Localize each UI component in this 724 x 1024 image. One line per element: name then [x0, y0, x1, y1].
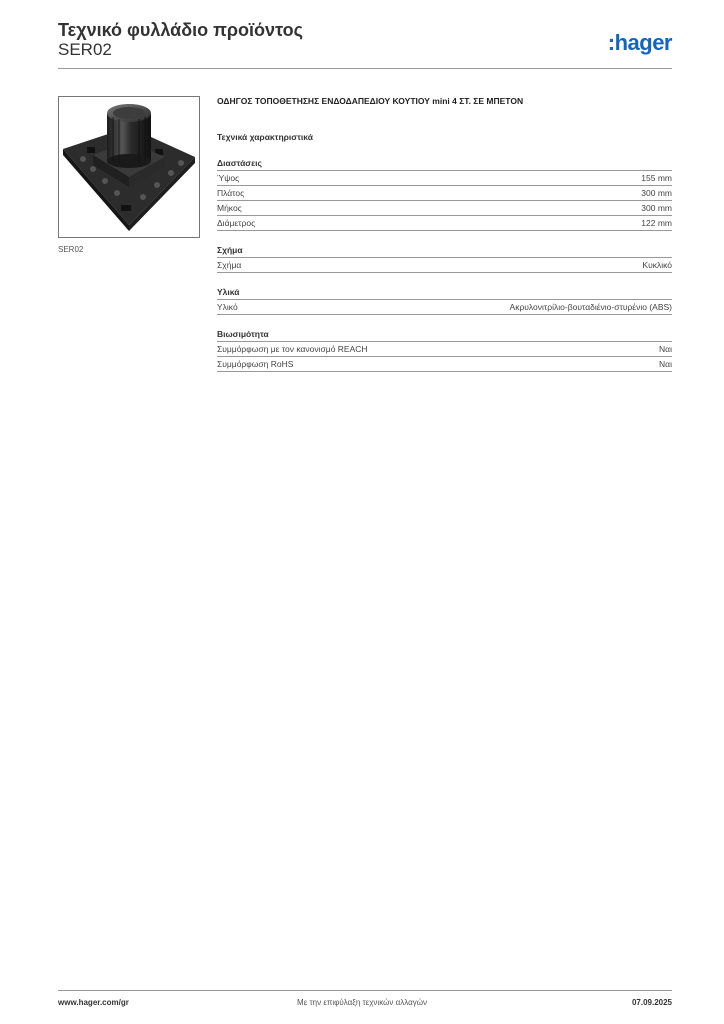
spec-label: Διάμετρος — [217, 218, 256, 228]
spec-value: 300 mm — [641, 203, 672, 213]
section-title: Βιωσιμότητα — [217, 329, 672, 342]
section-shape — [217, 245, 672, 273]
spec-row — [217, 186, 672, 201]
footer-notice: Με την επιφύλαξη τεχνικών αλλαγών — [297, 998, 427, 1007]
spec-value: Ακρυλονιτρίλιο-βουταδιένιο-στυρένιο (ABS) — [509, 302, 672, 312]
spec-label: Σχήμα — [217, 260, 242, 270]
product-name: ΟΔΗΓΟΣ ΤΟΠΟΘΕΤΗΣΗΣ ΕΝΔΟΔΑΠΕΔΙΟΥ ΚΟΥΤΙΟΥ mini 4 ΣΤ. ΣΕ ΜΠΕΤΟΝ — [217, 96, 524, 106]
spec-value: Ναι — [659, 359, 672, 369]
header-divider — [58, 68, 672, 69]
section-title: Υλικά — [217, 287, 672, 300]
section-title: Σχήμα — [217, 245, 672, 258]
spec-value: 300 mm — [641, 188, 672, 198]
technical-characteristics-heading: Τεχνικά χαρακτηριστικά — [217, 132, 313, 142]
spec-content — [217, 96, 672, 372]
spec-value: Κυκλικό — [642, 260, 672, 270]
spec-label: Υλικό — [217, 302, 238, 312]
section-sustainability — [217, 329, 672, 372]
section-title: Διαστάσεις — [217, 158, 672, 171]
logo-colon-mark: : — [607, 30, 615, 55]
section-dimensions — [217, 158, 672, 231]
section-materials — [217, 287, 672, 315]
spec-row — [217, 258, 672, 273]
document-title: Τεχνικό φυλλάδιο προϊόντος — [58, 20, 303, 40]
spec-label: Ύψος — [217, 173, 240, 183]
product-image — [58, 96, 200, 238]
footer-divider — [58, 990, 672, 991]
spec-value: 155 mm — [641, 173, 672, 183]
hager-logo — [608, 30, 672, 56]
spec-row — [217, 216, 672, 231]
spec-row — [217, 201, 672, 216]
spec-row — [217, 357, 672, 372]
product-code: SER02 — [58, 40, 112, 59]
spec-label: Συμμόρφωση με τον κανονισμό REACH — [217, 344, 368, 354]
logo-text: hager — [614, 30, 672, 55]
footer-website-link[interactable]: www.hager.com/gr — [58, 998, 129, 1007]
spec-value: 122 mm — [641, 218, 672, 228]
spec-label: Συμμόρφωση RoHS — [217, 359, 294, 369]
spec-row — [217, 171, 672, 186]
page-header — [58, 20, 672, 68]
spec-value: Ναι — [659, 344, 672, 354]
spec-row — [217, 342, 672, 357]
footer-date: 07.09.2025 — [631, 998, 672, 1007]
spec-label: Πλάτος — [217, 188, 245, 198]
image-caption: SER02 — [58, 245, 84, 254]
product-illustration — [59, 97, 199, 237]
spec-row — [217, 300, 672, 315]
spec-label: Μήκος — [217, 203, 242, 213]
